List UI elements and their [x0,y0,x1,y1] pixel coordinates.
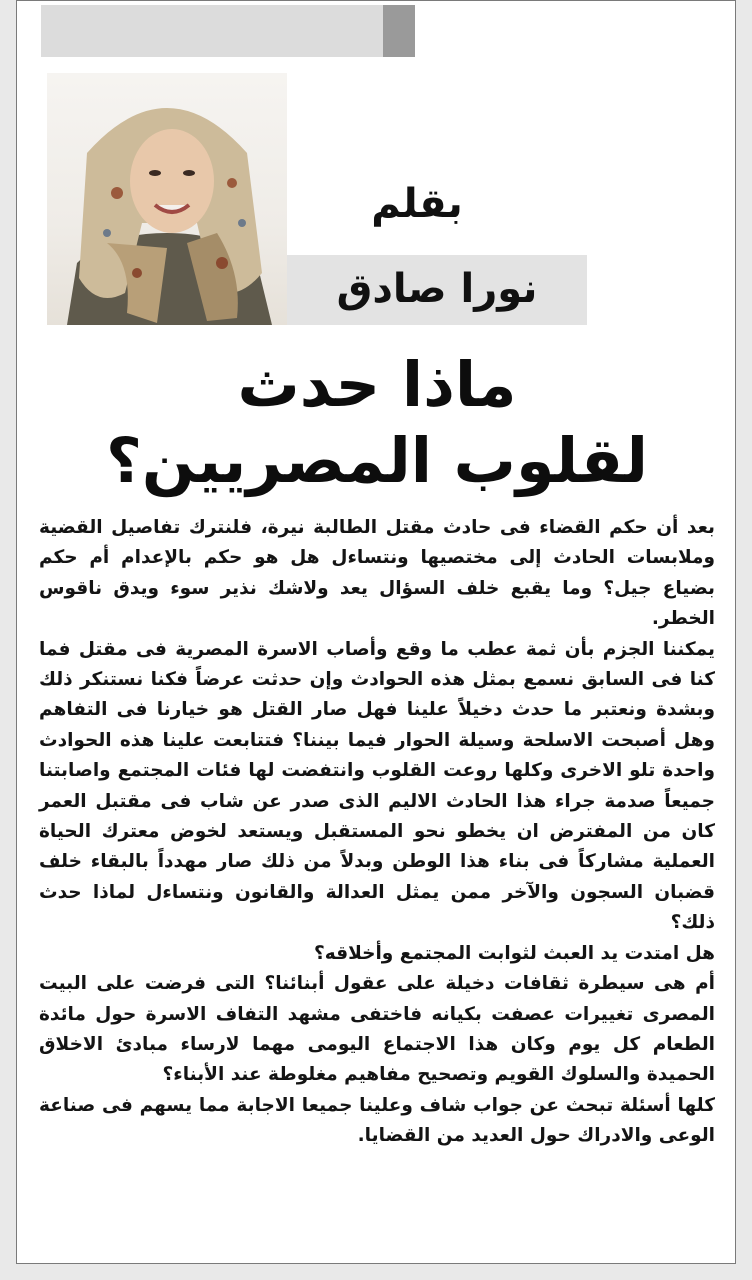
newspaper-page [16,0,736,1264]
paragraph: أم هى سيطرة ثقافات دخيلة على عقول أبنائنا؟ التى فرضت على البيت المصرى تغييرات عصفت بكيانه فاختفى مشهد التفاف الاسرة حول مائدة الطعام كل يوم وكان هذا الاجتماع اليومى مهما لارساء مبادئ الاخلاق الحميدة والسلوك القويم وتصحيح مفاهيم مغلوطة عند الأبناء؟ [39,973,715,1086]
header-bar-accent [383,5,415,57]
paragraph: كلها أسئلة تبحث عن جواب شاف وعلينا جميعا الاجابة مما يسهم فى صناعة الوعى والادراك حول العديد من القضايا. [39,1094,715,1147]
paragraph: هل امتدت يد العبث لثوابت المجتمع وأخلاقه؟ [314,942,715,964]
paragraph: يمكننا الجزم بأن ثمة عطب ما وقع وأصاب الاسرة المصرية فى مقتل فما كنا فى السابق نسمع بمثل هذه الحوادث وإن حدثت عرضاً فكنا نستنكر ذلك وبشدة ونعتبر ما حدث دخيلاً علينا فهل صار القتل هو خيارنا فى التفاهم وهل أصبحت الاسلحة وسيلة الحوار فيما بيننا؟ فتتابعت علينا هذه الحوادث واحدة تلو الاخرى وكلها روعت القلوب وانتفضت لها فئات المجتمع واصابتنا جميعاً صدمة جراء هذا الحادث الاليم الذى صدر عن شاب فى مقتبل العمر كان من المفترض ان يخطو نحو المستقبل ويستعد لخوض معترك الحياة العملية مشاركاً فى بناء هذا الوطن وبدلاً من ذلك صار مهدداً بالبقاء خلف قضبان السجون والآخر ممن يمثل العدالة والقانون ونتساءل لماذا حدث ذلك؟ [39,638,715,934]
headline-line-2: لقلوب المصريين؟ [105,424,649,497]
author-portrait-illustration [47,73,287,325]
author-name-box [287,255,587,325]
byline-label: بقلم [371,181,463,227]
author-photo [47,73,287,325]
author-name: نورا صادق [336,266,538,312]
paragraph: بعد أن حكم القضاء فى حادث مقتل الطالبة نيرة، فلنترك تفاصيل القضية وملابسات الحادث إلى مختصيها ونتساءل هل هو حكم بالإعدام أم حكم بضياع جيل؟ وما يقبع خلف السؤال يعد ولاشك نذير سوء ويدق ناقوس الخطر. [39,517,715,630]
header-bar [41,5,401,57]
article-body [39,513,715,1152]
headline-line-1: ماذا حدث [237,348,517,421]
